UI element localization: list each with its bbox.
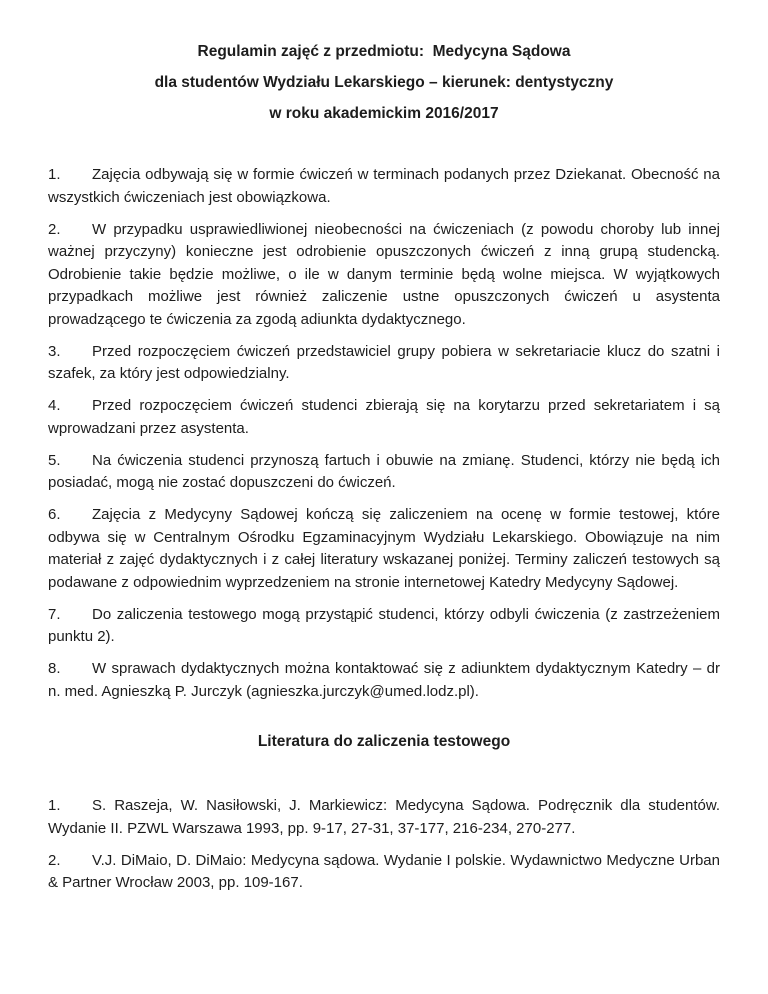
title-line-3: w roku akademickim 2016/2017: [269, 105, 499, 122]
title-line-2: dla studentów Wydziału Lekarskiego – kierunek: dentystyczny: [154, 74, 614, 91]
rule-number: 8.: [48, 660, 61, 677]
literature-text: V.J. DiMaio, D. DiMaio: Medycyna sądowa. Wydanie I polskie. Wydawnictwo Medyczne Urban & Partner Wrocław 2003, pp. 109-167.: [48, 851, 720, 891]
rule-text: Zajęcia z Medycyny Sądowej kończą się zaliczeniem na ocenę w formie testowej, które odbywa się w Centralnym Ośrodku Egzaminacyjnym Wydziału Lekarskiego. Obowiązuje na nim materiał z zajęć dydaktycznych i z całej literatury wskazanej poniżej. Terminy zaliczeń testowych są podawane z odpowiednim wyprzedzeniem na stronie internetowej Katedry Medycyny Sądowej.: [48, 506, 720, 591]
rule-number: 4.: [48, 397, 61, 414]
rule-text: Do zaliczenia testowego mogą przystąpić studenci, którzy odbyli ćwiczenia (z zastrzeżeniem punktu 2).: [48, 605, 720, 645]
rule-number: 1.: [48, 166, 61, 183]
rule-number: 3.: [48, 342, 61, 360]
rule-paragraph-8: [48, 658, 720, 703]
rule-paragraph-3: [48, 341, 720, 386]
rule-paragraph-7: [48, 604, 720, 649]
rule-text: Przed rozpoczęciem ćwiczeń studenci zbierają się na korytarzu przed sekretariatem i są wprowadzani przez asystenta.: [48, 397, 720, 437]
rule-paragraph-2: [48, 219, 720, 332]
rule-paragraph-4: [48, 395, 720, 440]
literature-item-1: [48, 795, 720, 840]
rule-number: 7.: [48, 605, 61, 623]
rule-number: 5.: [48, 451, 61, 469]
literature-item-2: [48, 850, 720, 895]
rule-paragraph-6: [48, 504, 720, 594]
rule-text: W przypadku usprawiedliwionej nieobecności na ćwiczeniach (z powodu choroby lub innej ważnej przyczyny) konieczne jest odrobienie opuszczonych ćwiczeń z inną grupą studencką. Odrobienie takie będzie możliwe, o ile w danym terminie będą wolne miejsca. W wyjątkowych przypadkach możliwe jest również zaliczenie ustne opuszczonych ćwiczeń u asystenta prowadzącego te ćwiczenia za zgodą adiunkta dydaktycznego.: [48, 220, 720, 328]
rules-section: [48, 164, 720, 703]
rule-paragraph-5: [48, 450, 720, 495]
literature-number: 2.: [48, 851, 61, 869]
rule-text: W sprawach dydaktycznych można kontaktować się z adiunktem dydaktycznym Katedry – dr n. med. Agnieszką P. Jurczyk (agnieszka.jurczyk@umed.lodz.pl).: [48, 660, 720, 700]
rule-text: Na ćwiczenia studenci przynoszą fartuch i obuwie na zmianę. Studenci, którzy nie będą ich posiadać, mogą nie zostać dopuszczeni do ćwiczeń.: [48, 451, 720, 491]
rule-text: Zajęcia odbywają się w formie ćwiczeń w terminach podanych przez Dziekanat. Obecność na wszystkich ćwiczeniach jest obowiązkowa.: [48, 166, 720, 206]
rule-text: Przed rozpoczęciem ćwiczeń przedstawiciel grupy pobiera w sekretariacie klucz do szatni i szafek, za który jest odpowiedzialny.: [48, 342, 720, 382]
rule-paragraph-1: [48, 164, 720, 209]
literature-number: 1.: [48, 797, 61, 814]
title-line-1: Regulamin zajęć z przedmiotu: Medycyna Sądowa: [197, 43, 571, 60]
literature-heading: Literatura do zaliczenia testowego: [257, 733, 511, 750]
rule-number: 2.: [48, 220, 61, 238]
document-title: [48, 36, 720, 129]
literature-section: [48, 795, 720, 895]
literature-text: S. Raszeja, W. Nasiłowski, J. Markiewicz: Medycyna Sądowa. Podręcznik dla studentów. Wydanie II. PZWL Warszawa 1993, pp. 9-17, 27-31, 37-177, 216-234, 270-277.: [48, 797, 720, 837]
rule-number: 6.: [48, 506, 61, 523]
